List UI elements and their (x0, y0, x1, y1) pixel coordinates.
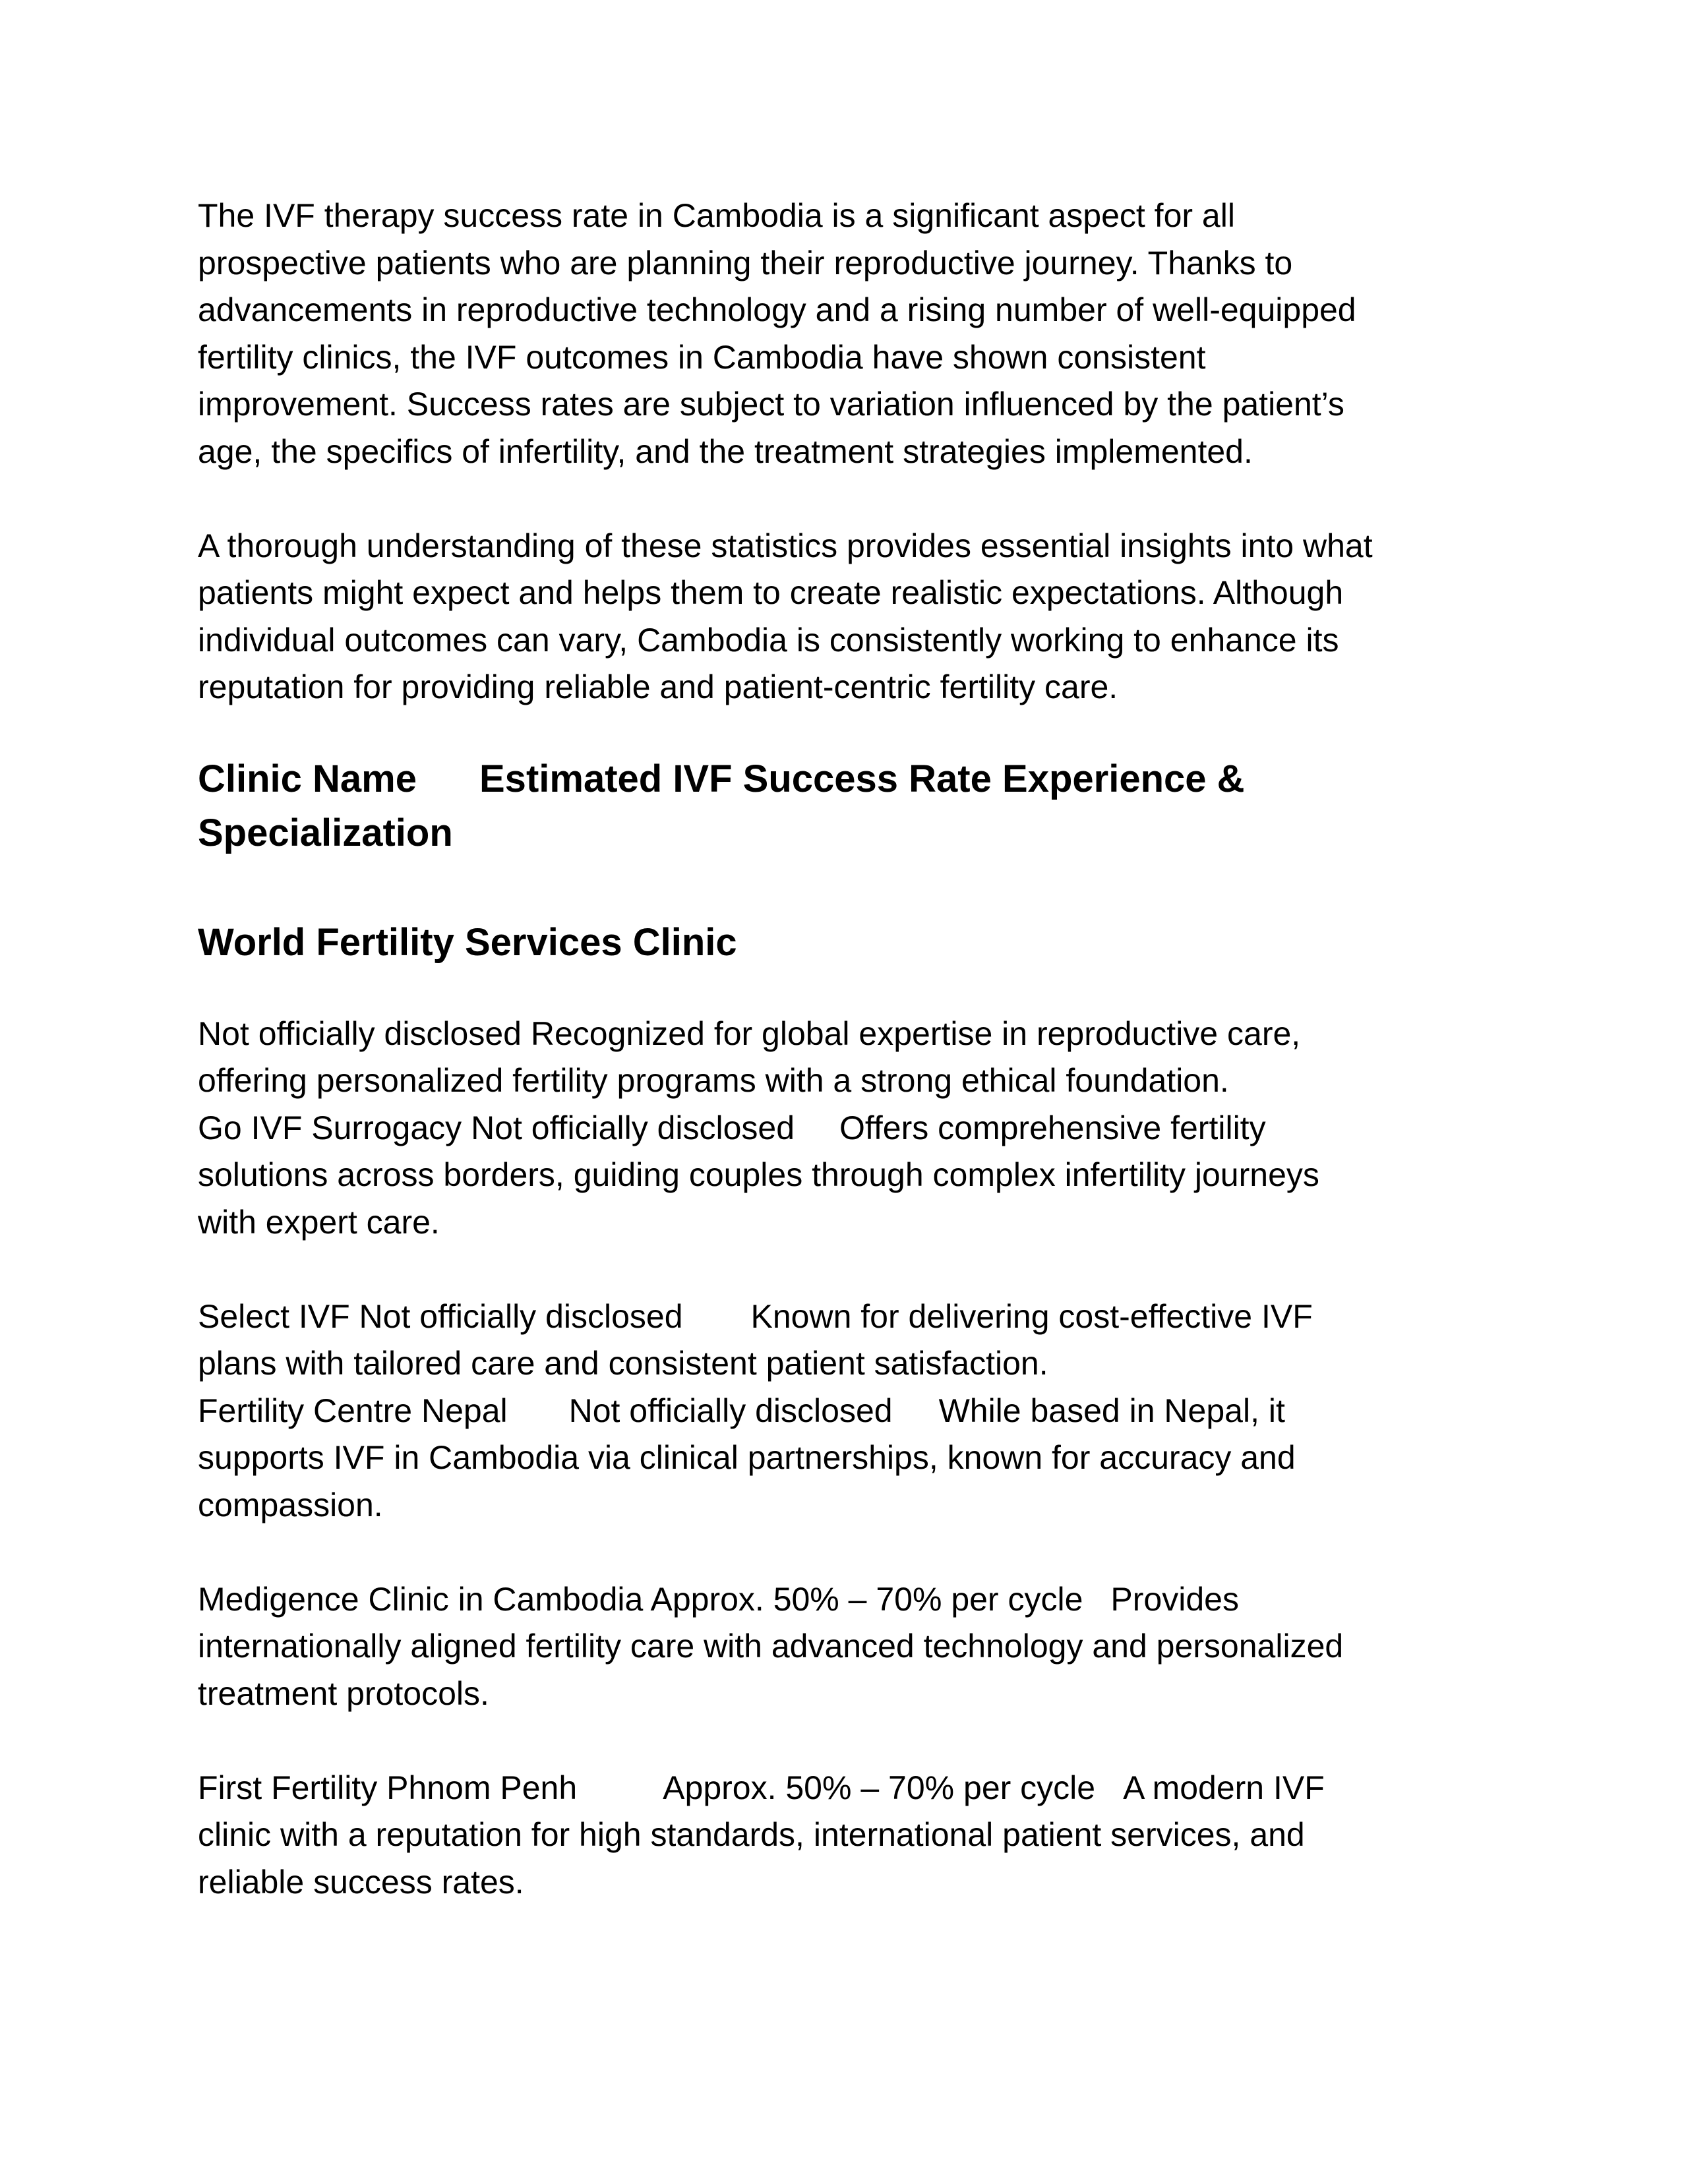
document-page (198, 192, 1503, 1906)
text-line: clinic with a reputation for high standards, international patient services, and (198, 1816, 1305, 1853)
text-line: treatment protocols. (198, 1674, 489, 1712)
text-line: improvement. Success rates are subject to variation influenced by the patient’s (198, 386, 1344, 423)
row-select-ivf (198, 1293, 1503, 1529)
text-line: internationally aligned fertility care with advanced technology and personalized (198, 1628, 1344, 1665)
text-line: Not officially disclosed Recognized for global expertise in reproductive care, (198, 1015, 1301, 1052)
intro-paragraph-2 (198, 523, 1503, 711)
table-header-heading (198, 752, 1503, 860)
text-line: reputation for providing reliable and patient-centric fertility care. (198, 668, 1118, 705)
header-clinic-name: Clinic Name (198, 757, 417, 800)
specialization: While based in Nepal, it (938, 1392, 1285, 1429)
text-line: plans with tailored care and consistent patient satisfaction. (198, 1345, 1048, 1382)
header-experience: Experience & (1002, 757, 1245, 800)
text-line: fertility clinics, the IVF outcomes in Cambodia have shown consistent (198, 338, 1206, 376)
text-line: advancements in reproductive technology and a rising number of well-equipped (198, 291, 1356, 328)
text-line: with expert care. (198, 1203, 440, 1241)
text-line: solutions across borders, guiding couples through complex infertility journeys (198, 1156, 1319, 1193)
text-line: A thorough understanding of these statistics provides essential insights into what (198, 527, 1373, 564)
specialization: Provides (1110, 1580, 1239, 1618)
text-line: prospective patients who are planning their reproductive journey. Thanks to (198, 244, 1293, 281)
text-line: offering personalized fertility programs with a strong ethical foundation. (198, 1062, 1229, 1099)
success-rate: Not officially disclosed (568, 1392, 893, 1429)
success-rate: Not officially disclosed (359, 1297, 683, 1335)
specialization: Known for delivering cost-effective IVF (750, 1297, 1313, 1335)
header-specialization: Specialization (198, 811, 453, 854)
clinic-name: Select IVF (198, 1297, 350, 1335)
first-clinic-heading: World Fertility Services Clinic (198, 920, 737, 964)
row-world-fertility (198, 1011, 1503, 1247)
specialization: A modern IVF (1123, 1769, 1325, 1806)
clinic-name: Medigence Clinic in Cambodia (198, 1580, 644, 1618)
clinic-name: Go IVF Surrogacy (198, 1109, 462, 1146)
text-line: individual outcomes can vary, Cambodia is consistently working to enhance its (198, 621, 1339, 659)
text-line: compassion. (198, 1486, 383, 1523)
intro-paragraph-1 (198, 192, 1503, 475)
header-success-rate: Estimated IVF Success Rate (479, 757, 992, 800)
clinic-name: Fertility Centre Nepal (198, 1392, 508, 1429)
text-line: reliable success rates. (198, 1863, 524, 1901)
text-line: The IVF therapy success rate in Cambodia is a significant aspect for all (198, 197, 1235, 234)
text-line: patients might expect and helps them to create realistic expectations. Although (198, 574, 1344, 611)
text-line: age, the specifics of infertility, and the treatment strategies implemented. (198, 432, 1253, 470)
success-rate: Approx. 50% – 70% per cycle (650, 1580, 1083, 1618)
text-line: supports IVF in Cambodia via clinical partnerships, known for accuracy and (198, 1439, 1296, 1476)
row-medigence (198, 1576, 1503, 1718)
success-rate: Not officially disclosed (471, 1109, 795, 1146)
specialization: Offers comprehensive fertility (839, 1109, 1266, 1146)
row-first-fertility (198, 1765, 1503, 1906)
success-rate: Approx. 50% – 70% per cycle (663, 1769, 1096, 1806)
clinic-name: First Fertility Phnom Penh (198, 1769, 578, 1806)
